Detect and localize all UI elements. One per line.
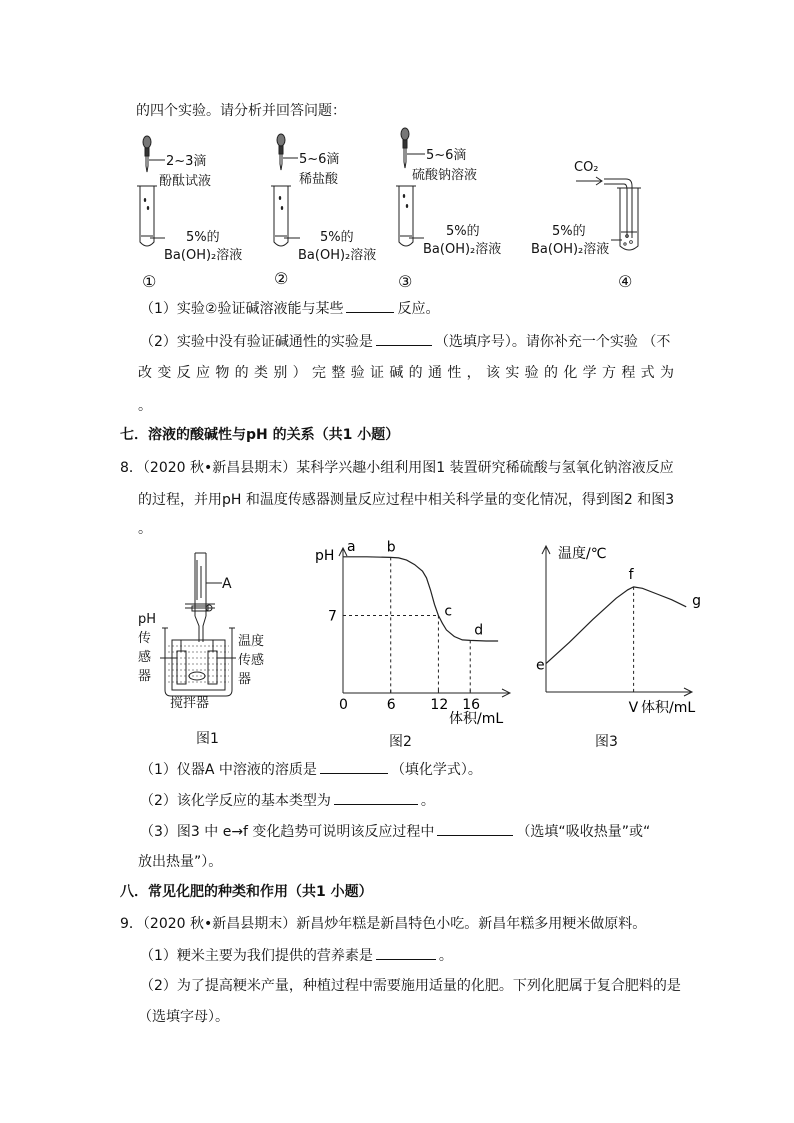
q8-part2: （2）该化学反应的基本类型为 。 <box>140 790 435 811</box>
exp3-number: ③ <box>398 272 413 291</box>
y-tick-label: 7 <box>328 608 337 625</box>
fig1-stirrer-label: 搅拌器 <box>170 696 210 711</box>
q7-part2-line3: 。 <box>138 398 152 414</box>
q8-part1-blank[interactable] <box>320 759 388 774</box>
q9-line1: 9．（2020 秋•新昌县期末）新昌炒年糕是新昌特色小吃。新昌年糕多用粳米做原料。 <box>120 916 647 932</box>
fig3-caption: 图3 <box>595 734 618 750</box>
q7-part2-line2: 改变反应物的类别）完整验证碱的通性，该实验的化学方程式为 <box>138 365 674 381</box>
point-label-d: d <box>474 622 484 639</box>
q8-line1: 8．（2020 秋•新昌县期末）某科学兴趣小组利用图1 装置研究稀硫酸与氢氧化钠溶液反应 <box>120 460 674 476</box>
q8-part3-line2: 放出热量”）。 <box>138 854 223 870</box>
point-label-f: f <box>628 566 634 583</box>
fig1-temp-sensor-3: 器 <box>238 672 252 687</box>
intro-text: 的四个实验。请分析并回答问题： <box>136 103 346 119</box>
q9-part1: （1）粳米主要为我们提供的营养素是 。 <box>140 945 453 966</box>
exp3-reagent-amount: 5~6滴 <box>426 148 467 163</box>
q7-part1: （1）实验②验证碱溶液能与某些 反应。 <box>140 298 439 319</box>
exp2-reagent-amount: 5~6滴 <box>299 152 340 167</box>
q8-part1: （1）仪器A 中溶液的溶质是 （填化学式）。 <box>140 759 482 780</box>
exp2-number: ② <box>274 269 289 288</box>
point-label-g: g <box>692 592 702 609</box>
origin-label: 0 <box>339 697 348 713</box>
exp1-reagent-name: 酚酞试液 <box>159 174 212 189</box>
q8-line2: 的过程，并用pH 和温度传感器测量反应过程中相关科学量的变化情况，得到图2 和图3 <box>138 492 675 508</box>
fig1-ph-sensor-1: pH <box>138 612 157 627</box>
y-axis-label: 温度/℃ <box>558 546 607 562</box>
exp1-solution-pct: 5%的 <box>186 230 220 245</box>
q8-part2-blank[interactable] <box>334 790 418 805</box>
point-label-a: a <box>347 538 356 555</box>
exp4-number: ④ <box>618 272 633 291</box>
exp1-reagent-amount: 2~3滴 <box>166 154 207 169</box>
q8-part3: （3）图3 中 e→f 变化趋势可说明该反应过程中 （选填“吸收热量”或“ <box>140 821 650 842</box>
x-tick-label: 6 <box>386 697 396 713</box>
fig1-ph-sensor-3: 感 <box>138 650 152 665</box>
exp3-solution-name: Ba(OH)₂溶液 <box>423 242 502 257</box>
q8-part3-blank[interactable] <box>437 821 513 836</box>
fig2-caption: 图2 <box>389 734 412 750</box>
exp2-reagent-name: 稀盐酸 <box>299 172 339 187</box>
exp2-solution-pct: 5%的 <box>320 230 354 245</box>
q9-part2-line2: （选填字母）。 <box>138 1009 229 1025</box>
exp4-solution-name: Ba(OH)₂溶液 <box>531 242 610 257</box>
temperature-curve <box>546 587 686 664</box>
q8-line3: 。 <box>138 521 152 537</box>
x-tick-label: V <box>628 700 639 716</box>
x-tick-label: 16 <box>462 697 481 713</box>
exp4-gas-label: CO₂ <box>574 160 599 175</box>
exp1-number: ① <box>142 272 157 291</box>
fig1-ph-sensor-2: 传 <box>138 631 152 646</box>
x-axis-label: 体积/mL <box>641 700 696 716</box>
point-label-c: c <box>444 603 453 620</box>
x-tick-label: 12 <box>430 697 449 713</box>
exp4-solution-pct: 5%的 <box>552 224 586 239</box>
fig1-temp-sensor-1: 温度 <box>238 634 265 649</box>
fig1-temp-sensor-2: 传感 <box>238 653 265 668</box>
q9-part2: （2）为了提高粳米产量，种植过程中需要施用适量的化肥。下列化肥属于复合肥料的是 <box>140 978 681 994</box>
exp3-solution-pct: 5%的 <box>446 224 480 239</box>
exp2-solution-name: Ba(OH)₂溶液 <box>298 248 377 263</box>
point-label-e: e <box>536 657 545 674</box>
section-8-heading: 八．常见化肥的种类和作用（共1 小题） <box>120 884 373 900</box>
x-axis-label: 体积/mL <box>449 711 504 727</box>
q9-part1-blank[interactable] <box>376 945 436 960</box>
fig1-caption: 图1 <box>196 731 219 747</box>
exp1-solution-name: Ba(OH)₂溶液 <box>164 248 243 263</box>
fig1-ph-sensor-4: 器 <box>138 669 152 684</box>
q7-part2-line1: （2）实验中没有验证碱通性的实验是 （选填序号）。请你补充一个实验 （不 <box>140 331 670 352</box>
section-7-heading: 七．溶液的酸碱性与pH 的关系（共1 小题） <box>120 427 400 443</box>
point-label-b: b <box>386 539 396 556</box>
fig1-label-a: A <box>222 576 232 592</box>
exp3-reagent-name: 硫酸钠溶液 <box>412 168 478 183</box>
y-axis-label: pH <box>315 548 335 564</box>
